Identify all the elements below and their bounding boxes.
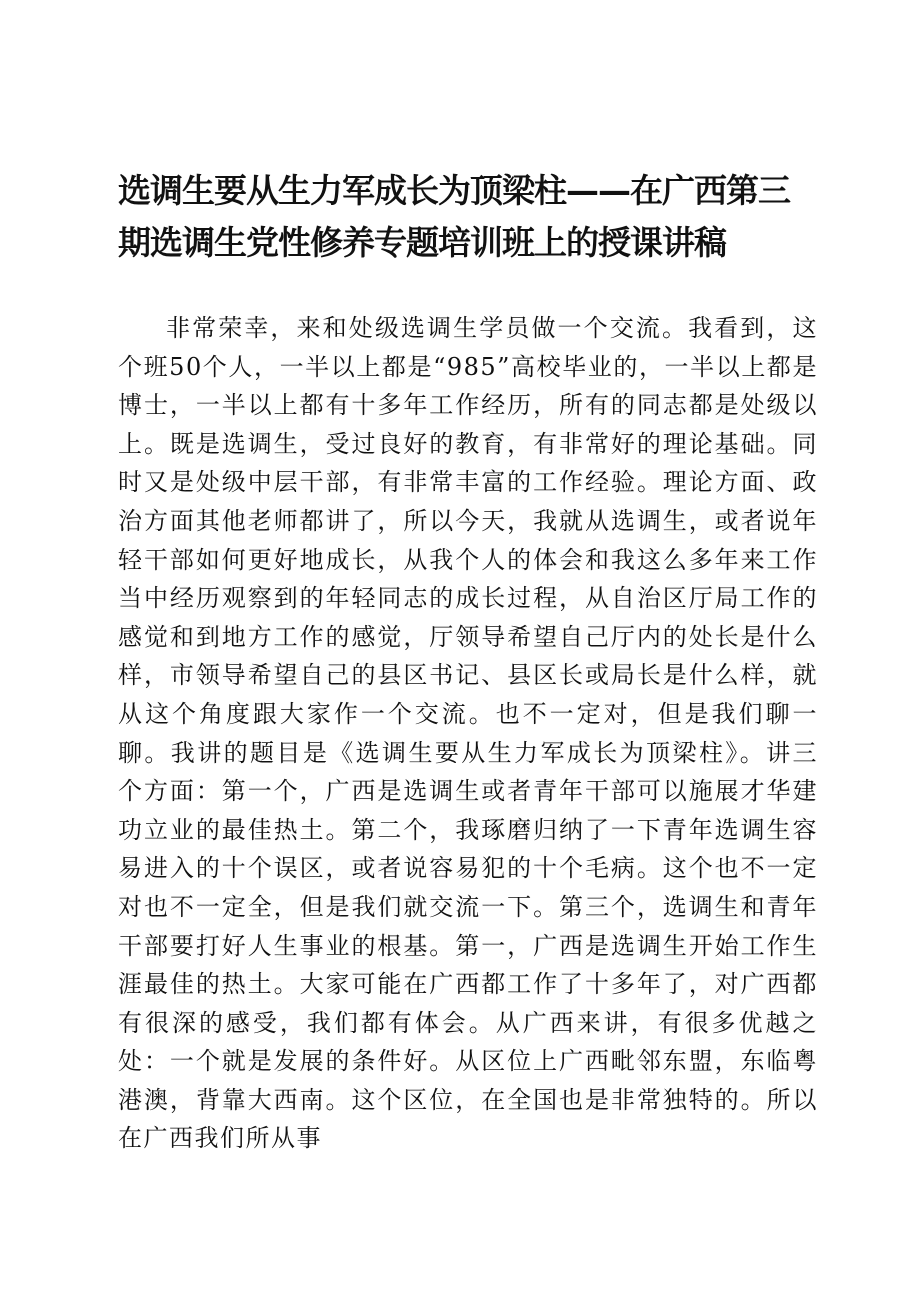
document-title: 选调生要从生力军成长为顶梁柱——在广西第三期选调生党性修养专题培训班上的授课讲稿 (118, 171, 790, 262)
body-paragraph: 非常荣幸，来和处级选调生学员做一个交流。我看到，这个班50个人，一半以上都是“985”高校毕业的，一半以上都是博士，一半以上都有十多年工作经历，所有的同志都是处级以上。既是选调生，受过良好的教育，有非常好的理论基础。同时又是处级中层干部，有非常丰富的工作经验。理论方面、政治方面其他老师都讲了，所以今天，我就从选调生，或者说年轻干部如何更好地成长，从我个人的体会和我这么多年来工作当中经历观察到的年轻同志的成长过程，从自治区厅局工作的感觉和到地方工作的感觉，厅领导希望自己厅内的处长是什么样，市领导希望自己的县区书记、县区长或局长是什么样，就从这个角度跟大家作一个交流。也不一定对，但是我们聊一聊。我讲的题目是《选调生要从生力军成长为顶梁柱》。讲三个方面：第一个，广西是选调生或者青年干部可以施展才华建功立业的最佳热土。第二个，我琢磨归纳了一下青年选调生容易进入的十个误区，或者说容易犯的十个毛病。这个也不一定对也不一定全，但是我们就交流一下。第三个，选调生和青年干部要打好人生事业的根基。第一，广西是选调生开始工作生涯最佳的热土。大家可能在广西都工作了十多年了，对广西都有很深的感受，我们都有体会。从广西来讲，有很多优越之处：一个就是发展的条件好。从区位上广西毗邻东盟，东临粤港澳，背靠大西南。这个区位，在全国也是非常独特的。所以在广西我们所从事 (118, 314, 818, 1153)
